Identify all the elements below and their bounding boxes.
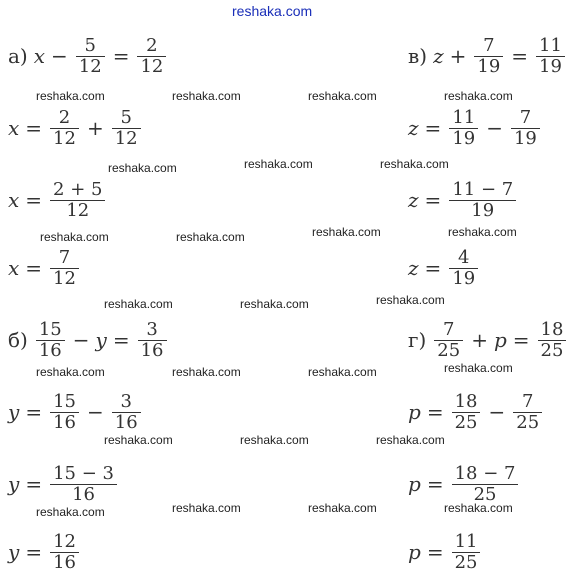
- site-header[interactable]: reshaka.com: [232, 3, 313, 19]
- variable: x: [8, 256, 20, 280]
- equals: =: [25, 400, 43, 424]
- watermark-text: reshaka.com: [36, 505, 105, 519]
- denominator: 19: [471, 199, 495, 221]
- equals: =: [426, 472, 444, 496]
- numerator: 15 − 3: [53, 462, 114, 484]
- equation-v-line-1: [408, 36, 567, 76]
- numerator: 11: [452, 106, 476, 128]
- fraction: [513, 392, 542, 433]
- variable: z: [408, 256, 419, 280]
- numerator: 11: [454, 530, 478, 552]
- equation-a-line-2: [8, 108, 143, 148]
- fraction: [50, 464, 117, 505]
- numerator: 2: [146, 34, 158, 56]
- watermark-text: reshaka.com: [448, 225, 517, 239]
- fraction: [50, 108, 79, 149]
- equals: =: [25, 116, 43, 140]
- equation-a-line-4: [8, 248, 81, 288]
- watermark-text: reshaka.com: [444, 501, 513, 515]
- numerator: 7: [443, 318, 455, 340]
- denominator: 16: [72, 483, 95, 505]
- equation-g-line-1: [408, 320, 568, 360]
- variable: x: [8, 116, 20, 140]
- denominator: 12: [140, 55, 164, 77]
- fraction: [50, 392, 79, 433]
- watermark-text: reshaka.com: [308, 501, 377, 515]
- equals: =: [25, 256, 43, 280]
- fraction: [138, 320, 167, 361]
- equals: =: [424, 256, 442, 280]
- equation-g-line-2: [408, 392, 544, 432]
- equation-a-line-1: [8, 36, 168, 76]
- watermark-text: reshaka.com: [104, 433, 173, 447]
- watermark-text: reshaka.com: [36, 365, 105, 379]
- denominator: 19: [513, 127, 537, 149]
- watermark-text: reshaka.com: [376, 433, 445, 447]
- variable: y: [8, 400, 20, 424]
- denominator: 12: [66, 199, 90, 221]
- equation-a-line-3: [8, 180, 107, 220]
- fraction: [434, 320, 463, 361]
- watermark-text: reshaka.com: [376, 293, 445, 307]
- watermark-text: reshaka.com: [308, 365, 377, 379]
- equals: =: [25, 188, 43, 212]
- numerator: 12: [53, 530, 76, 552]
- denominator: 16: [38, 339, 62, 361]
- numerator: 2: [58, 106, 71, 128]
- variable: p: [493, 328, 507, 352]
- watermark-text: reshaka.com: [380, 157, 449, 171]
- fraction: [452, 392, 481, 433]
- denominator: 16: [53, 551, 76, 573]
- numerator: 2 + 5: [53, 178, 103, 200]
- watermark-text: reshaka.com: [444, 89, 513, 103]
- denominator: 16: [140, 339, 164, 361]
- watermark-text: reshaka.com: [172, 365, 241, 379]
- denominator: 25: [540, 339, 564, 361]
- numerator: 11: [539, 34, 562, 56]
- equation-v-line-4: [408, 248, 480, 288]
- numerator: 5: [120, 106, 132, 128]
- operator: −: [86, 400, 104, 424]
- variable: p: [408, 540, 421, 564]
- variable: y: [95, 328, 107, 352]
- item-label-b: б): [8, 328, 28, 352]
- denominator: 16: [53, 411, 76, 433]
- denominator: 12: [114, 127, 138, 149]
- fraction: [452, 464, 519, 505]
- variable: y: [8, 540, 20, 564]
- fraction: [449, 248, 478, 289]
- variable: z: [408, 116, 419, 140]
- numerator: 3: [146, 318, 158, 340]
- numerator: 3: [120, 390, 132, 412]
- equals: =: [112, 44, 130, 68]
- watermark-text: reshaka.com: [172, 501, 241, 515]
- numerator: 11 − 7: [452, 178, 514, 200]
- denominator: 25: [454, 551, 478, 573]
- equation-v-line-2: [408, 108, 542, 148]
- fraction: [538, 320, 567, 361]
- equals: =: [512, 328, 530, 352]
- denominator: 25: [454, 411, 478, 433]
- equation-g-line-3: [408, 464, 520, 504]
- fraction: [137, 36, 166, 77]
- numerator: 5: [84, 34, 96, 56]
- denominator: 16: [114, 411, 138, 433]
- denominator: 12: [53, 267, 76, 289]
- fraction: [511, 108, 540, 149]
- denominator: 25: [516, 411, 540, 433]
- variable: y: [8, 472, 20, 496]
- watermark-text: reshaka.com: [40, 230, 109, 244]
- equals: =: [511, 44, 529, 68]
- variable: z: [408, 188, 419, 212]
- item-label-g: г): [408, 328, 427, 352]
- operator: −: [51, 44, 68, 68]
- equation-g-line-4: [408, 532, 482, 572]
- fraction: [36, 320, 65, 361]
- watermark-text: reshaka.com: [240, 433, 309, 447]
- watermark-text: reshaka.com: [308, 89, 377, 103]
- fraction: [474, 36, 503, 77]
- denominator: 12: [53, 127, 76, 149]
- equals: =: [25, 472, 43, 496]
- operator: −: [72, 328, 90, 352]
- watermark-text: reshaka.com: [240, 297, 309, 311]
- equals: =: [424, 188, 442, 212]
- denominator: 25: [437, 339, 461, 361]
- denominator: 12: [78, 55, 102, 77]
- equals: =: [25, 540, 43, 564]
- fraction: [112, 108, 141, 149]
- watermark-text: reshaka.com: [244, 157, 313, 171]
- denominator: 19: [452, 127, 476, 149]
- variable: z: [433, 44, 444, 68]
- fraction: [50, 532, 79, 573]
- watermark-text: reshaka.com: [108, 161, 177, 175]
- numerator: 18: [454, 390, 478, 412]
- variable: p: [408, 472, 421, 496]
- equals: =: [424, 116, 442, 140]
- numerator: 18 − 7: [454, 462, 516, 484]
- equals: =: [426, 400, 444, 424]
- fraction: [76, 36, 105, 77]
- fraction: [449, 108, 478, 149]
- equation-b-line-1: [8, 320, 169, 360]
- numerator: 7: [519, 106, 532, 128]
- variable: x: [33, 44, 46, 68]
- watermark-text: reshaka.com: [172, 89, 241, 103]
- equation-b-line-2: [8, 392, 143, 432]
- watermark-text: reshaka.com: [104, 297, 173, 311]
- operator: −: [486, 116, 503, 140]
- denominator: 25: [473, 483, 497, 505]
- numerator: 7: [58, 246, 71, 268]
- numerator: 7: [521, 390, 534, 412]
- fraction: [50, 180, 105, 221]
- fraction: [449, 180, 516, 221]
- operator: +: [449, 44, 467, 68]
- numerator: 4: [458, 246, 470, 268]
- equation-b-line-3: [8, 464, 119, 504]
- numerator: 18: [540, 318, 564, 340]
- operator: −: [488, 400, 506, 424]
- denominator: 19: [539, 55, 562, 77]
- operator: +: [471, 328, 488, 352]
- item-label-v: в): [408, 44, 428, 68]
- variable: x: [8, 188, 20, 212]
- operator: +: [86, 116, 104, 140]
- watermark-text: reshaka.com: [312, 225, 381, 239]
- item-label-a: а): [8, 44, 28, 68]
- watermark-text: reshaka.com: [36, 89, 105, 103]
- equals: =: [426, 540, 444, 564]
- watermark-text: reshaka.com: [176, 230, 245, 244]
- equation-b-line-4: [8, 532, 81, 572]
- denominator: 19: [477, 55, 501, 77]
- fraction: [536, 36, 565, 77]
- numerator: 7: [483, 34, 495, 56]
- fraction: [452, 532, 481, 573]
- numerator: 15: [38, 318, 62, 340]
- denominator: 19: [452, 267, 476, 289]
- equals: =: [112, 328, 130, 352]
- numerator: 15: [53, 390, 76, 412]
- fraction: [50, 248, 79, 289]
- fraction: [112, 392, 141, 433]
- watermark-text: reshaka.com: [444, 361, 513, 375]
- variable: p: [408, 400, 421, 424]
- equation-v-line-3: [408, 180, 518, 220]
